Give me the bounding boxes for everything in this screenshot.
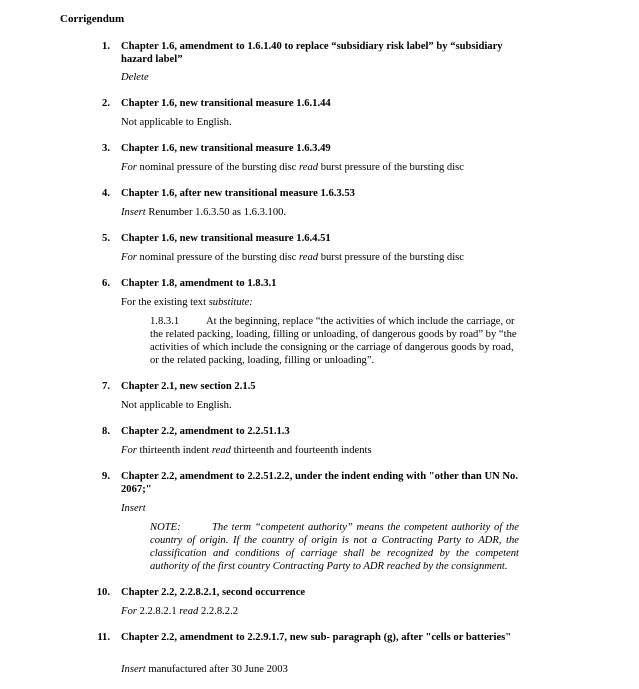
item-instruction-italic: For [121,606,137,617]
note-label: NOTE: [150,522,181,533]
item-heading: Chapter 2.2, amendment to 2.2.51.1.3 [121,426,290,437]
item-heading: Chapter 1.8, amendment to 1.8.3.1 [121,278,277,289]
item-instruction-text: nominal pressure of the bursting disc [136,162,300,173]
item-number: 6. [102,278,110,289]
item-number: 1. [102,41,110,52]
item-instruction-text: Renumber 1.6.3.50 as 1.6.3.100. [145,207,287,218]
item-heading: Chapter 1.6, new transitional measure 1.6.3.49 [121,143,331,154]
item-instruction [121,161,521,174]
document-title: Corrigendum [60,13,125,25]
item-instruction-italic: Insert [121,664,146,675]
item-instruction: Not applicable to English. [121,400,232,411]
item-instruction-text: nominal pressure of the bursting disc [136,252,300,263]
item-instruction-text: 2.2.8.2.2 [198,606,239,617]
item-heading: Chapter 1.6, new transitional measure 1.6.4.51 [121,233,331,244]
item-instruction-text: thirteenth and fourteenth indents [230,445,372,456]
note-text: The term “competent authority” means the competent authority of the country of origin. If the country of origin is not a Contracting Party to ADR, the classification and conditions of carriage shall be recognized by the competent authority of the first country Contracting Party to ADR reached by the consignment. [150,522,519,572]
item-instruction [121,605,521,618]
item-heading: Chapter 1.6, new transitional measure 1.6.1.44 [121,98,331,109]
item-instruction-italic: Insert [121,503,146,514]
item-instruction-italic: read [179,606,199,617]
note-block [150,521,519,573]
item-instruction [121,663,521,676]
item-instruction-italic: For [121,445,137,456]
item-instruction-text: burst pressure of the bursting disc [318,252,464,263]
item-heading: Chapter 2.2, amendment to 2.2.9.1.7, new sub- paragraph (g), after "cells or batteries" [121,632,512,643]
paragraph-ref: 1.8.3.1 [150,316,180,327]
item-number: 5. [102,233,110,244]
item-instruction-italic: For [121,252,137,263]
item-instruction [121,296,521,309]
item-instruction-text: manufactured after 30 June 2003 [145,664,288,675]
item-instruction-text: 2.2.8.2.1 [136,606,180,617]
item-number: 8. [102,426,110,437]
item-instruction-italic: Delete [121,72,149,83]
item-instruction-italic: For [121,162,137,173]
item-heading: Chapter 2.1, new section 2.1.5 [121,381,256,392]
item-instruction-italic: read [299,162,319,173]
item-number: 9. [102,471,110,482]
item-instruction [121,251,521,264]
item-instruction-italic: read [299,252,319,263]
item-instruction [121,71,521,84]
item-instruction [121,206,521,219]
item-instruction [121,444,521,457]
item-heading: Chapter 2.2, amendment to 2.2.51.2.2, under the indent ending with "other than UN No. 2067;" [121,471,518,495]
item-number: 4. [102,188,110,199]
item-heading: Chapter 2.2, 2.2.8.2.1, second occurrence [121,587,306,598]
item-number: 7. [102,381,110,392]
paragraph-text: At the beginning, replace “the activities of which include the carriage, or the related packing, loading, filling or unloading, of dangerous goods by road” by “the activities of which include the consigning or the carriage of dangerous goods by road, or the related packing, loading, filling or unloading”. [150,316,517,366]
item-instruction-italic: read [211,445,231,456]
item-instruction-text: thirteenth indent [136,445,212,456]
item-instruction-italic: substitute: [208,297,253,308]
item-instruction [121,502,521,515]
item-instruction-text: burst pressure of the bursting disc [318,162,464,173]
item-heading: Chapter 1.6, amendment to 1.6.1.40 to replace “subsidiary risk label” by “subsidiary hazard label” [121,41,503,65]
item-number: 2. [102,98,110,109]
substitute-paragraph [150,315,518,367]
item-instruction-italic: Insert [121,207,146,218]
item-number: 10. [96,587,110,598]
item-number: 11. [97,632,110,643]
item-instruction-text: For the existing text [121,297,209,308]
item-instruction: Not applicable to English. [121,117,232,128]
item-heading: Chapter 1.6, after new transitional measure 1.6.3.53 [121,188,355,199]
item-number: 3. [102,143,110,154]
